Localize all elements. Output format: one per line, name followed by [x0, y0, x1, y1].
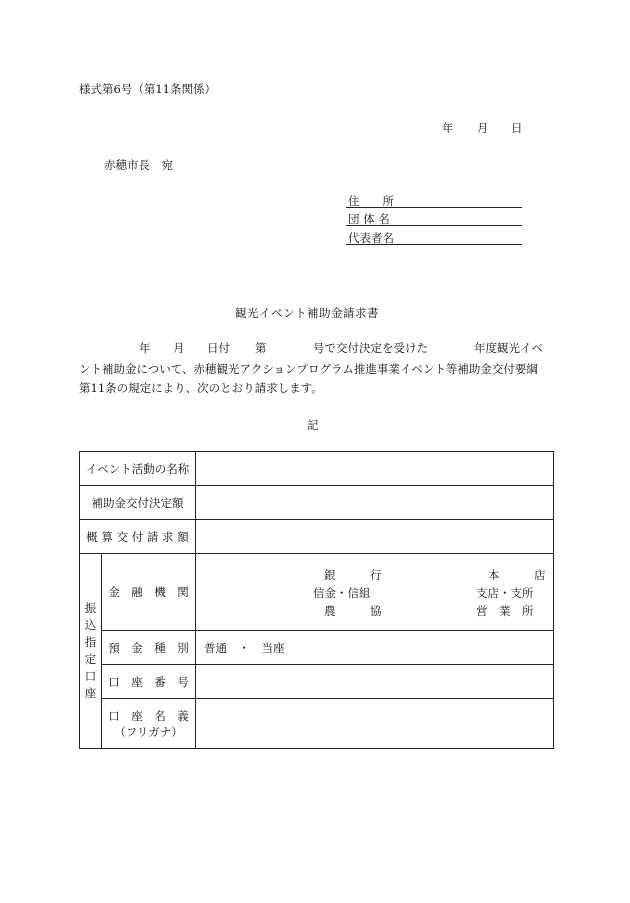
document-title: 観光イベント補助金請求書 [235, 306, 379, 320]
ki-heading: 記 [307, 418, 319, 432]
bank-field[interactable] [196, 554, 554, 631]
addressee: 赤穂市長 宛 [104, 158, 173, 172]
transfer-char: 指 [84, 635, 97, 649]
transfer-account-label [80, 554, 102, 749]
account-name-kana-label: （フリガナ） [114, 724, 183, 739]
representative-label: 代表者名 [348, 231, 394, 245]
body-year: 年 [139, 341, 151, 355]
event-name-field[interactable] [196, 452, 554, 486]
address-label: 住 所 [348, 194, 394, 208]
org-name-line[interactable] [346, 211, 522, 226]
form-number: 様式第6号（第11条関係） [79, 82, 216, 96]
body-day: 日付 [207, 341, 230, 355]
branch-type-main: 本 店 [488, 568, 546, 582]
account-number-field[interactable] [196, 665, 554, 699]
branch-type-office: 営 業 所 [476, 604, 534, 618]
bank-type-bank: 銀 行 [324, 568, 382, 582]
transfer-char: 定 [84, 652, 97, 666]
decision-amount-field[interactable] [196, 486, 554, 520]
body-fiscal-year: 年度観光イベ [474, 341, 543, 355]
account-name-field[interactable] [196, 699, 554, 749]
transfer-char: 振 [84, 601, 97, 615]
date-year-label: 年 [442, 121, 454, 135]
transfer-char: 座 [84, 686, 97, 700]
org-name-label: 団 体 名 [348, 212, 390, 226]
representative-line[interactable] [346, 230, 522, 245]
body-line-3: 第11条の規定により、次のとおり請求します。 [79, 381, 323, 395]
body-decision-text: 号で交付決定を受けた [313, 341, 428, 355]
transfer-char: 口 [84, 669, 97, 683]
body-line-2: ント補助金について、赤穂観光アクションプログラム推進事業イベント等補助金交付要綱 [79, 362, 538, 376]
account-name-label [102, 699, 196, 749]
request-amount-field[interactable] [196, 520, 554, 554]
event-name-label: イベント活動の名称 [80, 452, 196, 486]
body-month: 月 [173, 341, 185, 355]
date-month-label: 月 [477, 121, 489, 135]
bank-type-nokyo: 農 協 [324, 604, 382, 618]
bank-type-shinkin: 信金・信組 [313, 586, 371, 600]
bank-label: 金 融 機 関 [102, 554, 196, 631]
decision-amount-label: 補助金交付決定額 [80, 486, 196, 520]
request-amount-label: 概 算 交 付 請 求 額 [80, 520, 196, 554]
account-number-label: 口 座 番 号 [102, 665, 196, 699]
address-line[interactable] [346, 193, 522, 208]
transfer-char: 込 [84, 618, 97, 632]
deposit-type-label: 預 金 種 別 [102, 631, 196, 665]
account-name-label-text: 口 座 名 義 [108, 708, 189, 723]
branch-type-branch: 支店・支所 [476, 586, 534, 600]
date-day-label: 日 [511, 121, 523, 135]
deposit-type-field[interactable]: 普通 ・ 当座 [196, 631, 554, 665]
request-form-table [79, 451, 554, 749]
body-number: 第 [255, 341, 267, 355]
